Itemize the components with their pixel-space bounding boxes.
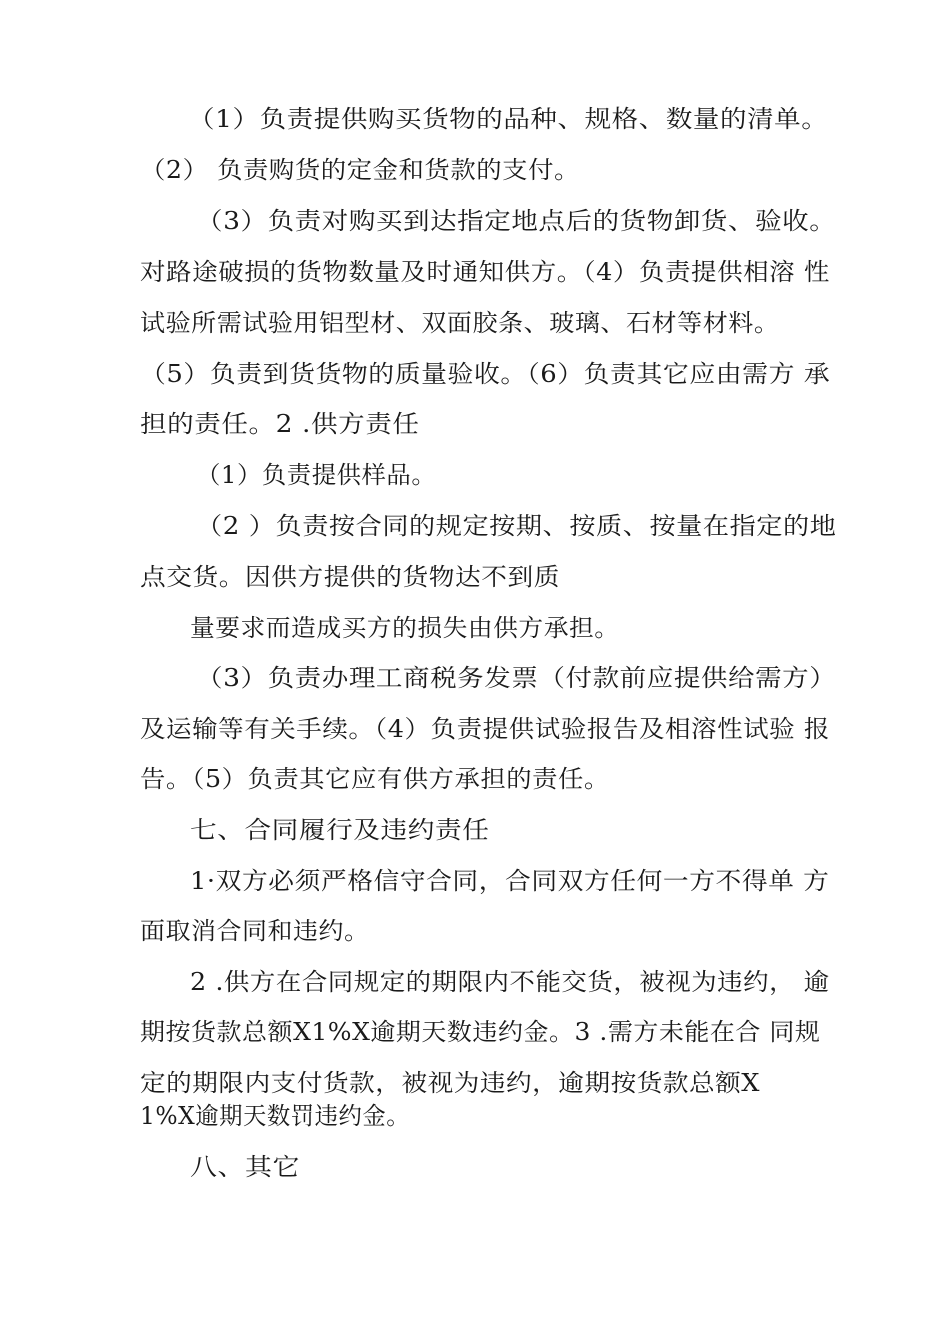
paragraph-line: 1%X逾期天数罚违约金。 (140, 1102, 411, 1130)
paragraph-line: （1）负责提供购买货物的品种、规格、数量的清单。 (188, 105, 829, 133)
paragraph-line: 定的期限内支付货款，被视为违约，逾期按货款总额X (140, 1069, 761, 1097)
paragraph-line: 面取消合同和违约。 (140, 917, 370, 945)
paragraph-line: 点交货。因供方提供的货物达不到质 (140, 563, 560, 591)
paragraph-line: 及运输等有关手续。（4）负责提供试验报告及相溶性试验 报 (140, 715, 830, 743)
paragraph-line: 期按货款总额X1%X逾期天数违约金。3 .需方未能在合 同规 (140, 1018, 821, 1046)
paragraph-line: 试验所需试验用铝型材、双面胶条、玻璃、石材等材料。 (140, 309, 780, 337)
paragraph-line: 1·双方必须严格信守合同，合同双方任何一方不得单 方 (190, 867, 830, 895)
paragraph-line: 量要求而造成买方的损失由供方承担。 (190, 614, 620, 642)
section-heading: 八、其它 (190, 1153, 300, 1181)
paragraph-line: （5）负责到货货物的质量验收。（6）负责其它应由需方 承 (140, 360, 831, 388)
paragraph-line: （3）负责办理工商税务发票（付款前应提供给需方） (196, 664, 837, 692)
paragraph-line: （2 ）负责按合同的规定按期、按质、按量在指定的地 (196, 512, 837, 540)
paragraph-line: （3）负责对购买到达指定地点后的货物卸货、验收。 (196, 207, 837, 235)
paragraph-line: （1）负责提供样品。 (196, 461, 437, 489)
paragraph-line: （2） 负责购货的定金和货款的支付。 (140, 156, 580, 184)
paragraph-line: 担的责任。2 .供方责任 (140, 410, 420, 438)
paragraph-line: 告。（5）负责其它应有供方承担的责任。 (140, 765, 610, 793)
paragraph-line: 2 .供方在合同规定的期限内不能交货，被视为违约， 逾 (190, 968, 830, 996)
paragraph-line: 对路途破损的货物数量及时通知供方。（4）负责提供相溶 性 (140, 258, 830, 286)
section-heading: 七、合同履行及违约责任 (190, 816, 490, 844)
